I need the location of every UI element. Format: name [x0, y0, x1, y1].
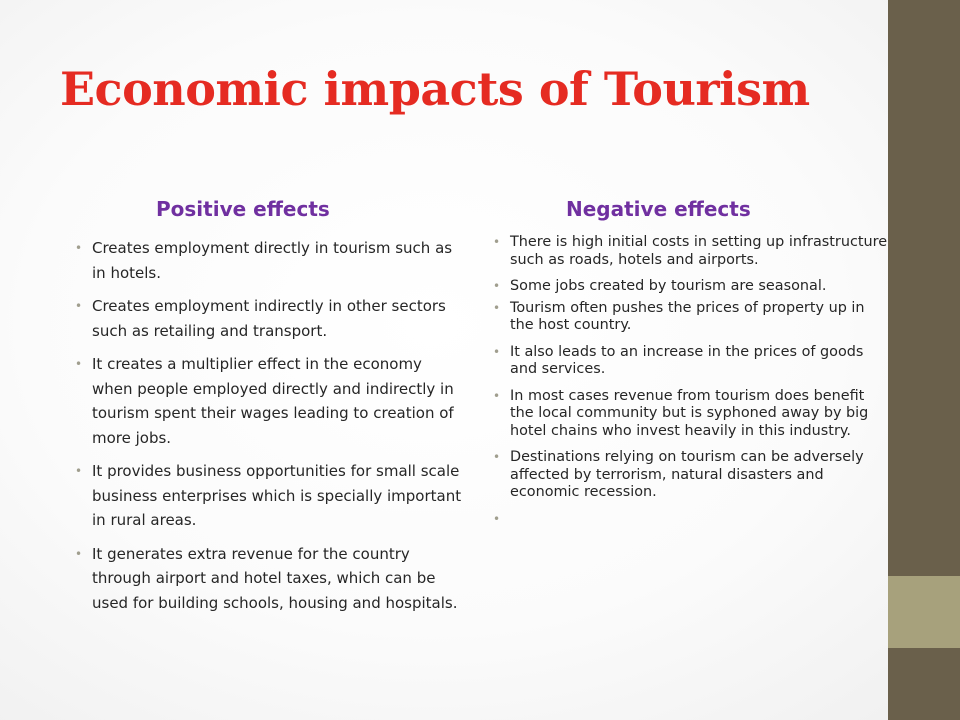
negative-effects-list [491, 234, 891, 537]
bullet-icon: • [493, 388, 501, 403]
list-item [73, 459, 465, 533]
side-band-top [888, 0, 960, 576]
slide-title: Economic impacts of Tourism [60, 62, 810, 116]
bullet-icon: • [493, 344, 501, 359]
bullet-text: Destinations relying on tourism can be adversely affected by terrorism, natural disasters and economic recession. [510, 449, 864, 500]
bullet-icon: • [75, 241, 83, 255]
list-item [491, 300, 891, 335]
bullet-icon: • [75, 299, 83, 313]
list-item [73, 236, 465, 285]
negative-effects-heading: Negative effects [566, 197, 751, 221]
list-item [491, 511, 891, 529]
bullet-icon: • [493, 450, 501, 464]
bullet-icon: • [493, 235, 501, 249]
list-item [491, 344, 891, 379]
list-item [491, 278, 891, 296]
list-item [491, 449, 891, 502]
bullet-icon: • [493, 300, 501, 315]
list-item [491, 388, 891, 441]
bullet-text: Creates employment directly in tourism such as in hotels. [92, 239, 453, 282]
bullet-icon: • [75, 357, 83, 371]
bullet-text [510, 511, 515, 527]
side-band-accent [888, 576, 960, 648]
bullet-text: It provides business opportunities for small scale business enterprises which is specially important in rural areas. [92, 462, 462, 529]
side-band-bottom [888, 648, 960, 720]
bullet-text: It also leads to an increase in the prices of goods and services. [510, 343, 864, 377]
bullet-icon: • [493, 511, 501, 526]
positive-effects-list [73, 236, 465, 624]
bullet-icon: • [493, 279, 501, 293]
bullet-text: Some jobs created by tourism are seasonal. [510, 278, 827, 294]
list-item [73, 542, 465, 616]
list-item [491, 234, 891, 269]
bullet-icon: • [75, 546, 83, 561]
bullet-text: It generates extra revenue for the country through airport and hotel taxes, which can be used for building schools, housing and hospitals. [92, 544, 458, 612]
positive-effects-heading: Positive effects [156, 197, 330, 221]
bullet-text: Creates employment indirectly in other sectors such as retailing and transport. [92, 297, 446, 340]
list-item [73, 294, 465, 343]
bullet-text: In most cases revenue from tourism does benefit the local community but is syphoned away by big hotel chains who invest heavily in this industry. [510, 387, 869, 439]
bullet-text: Tourism often pushes the prices of property up in the host country. [510, 299, 865, 333]
bullet-text: There is high initial costs in setting up infrastructure such as roads, hotels and airports. [510, 234, 888, 268]
bullet-icon: • [75, 464, 83, 478]
bullet-text: It creates a multiplier effect in the economy when people employed directly and indirectly in tourism spent their wages leading to creation of more jobs. [92, 355, 454, 447]
list-item [73, 352, 465, 450]
